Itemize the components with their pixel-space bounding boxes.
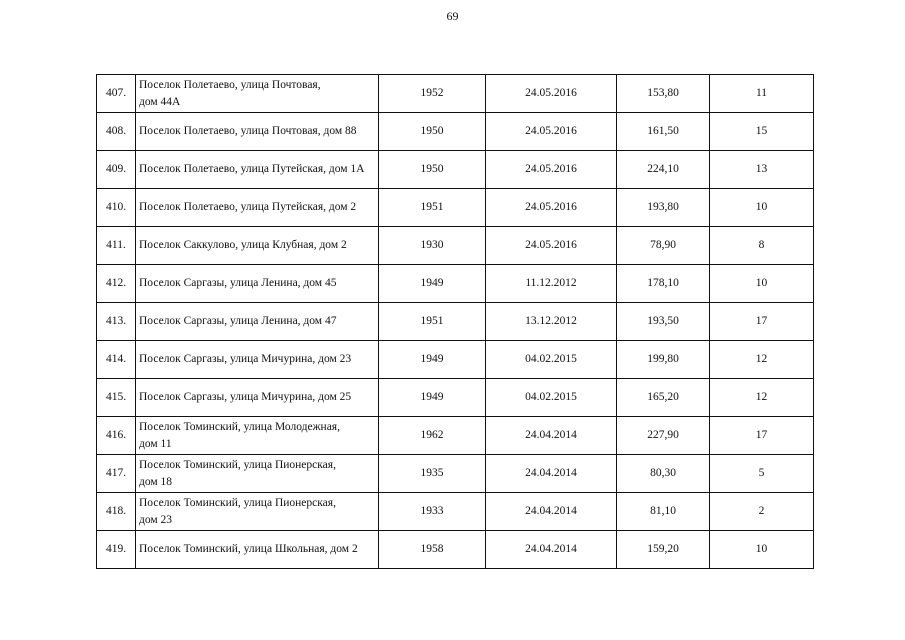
count-cell: 17 bbox=[710, 303, 814, 341]
table-row bbox=[97, 303, 814, 341]
area-cell: 178,10 bbox=[617, 265, 710, 303]
area-cell: 227,90 bbox=[617, 417, 710, 455]
housing-registry-table bbox=[96, 74, 814, 569]
row-number-cell: 415. bbox=[97, 379, 136, 417]
address-line: Поселок Саргазы, улица Ленина, дом 47 bbox=[139, 315, 337, 327]
area-cell: 199,80 bbox=[617, 341, 710, 379]
table-row bbox=[97, 265, 814, 303]
address-cell bbox=[136, 189, 379, 227]
year-cell: 1951 bbox=[379, 189, 486, 227]
area-cell: 193,50 bbox=[617, 303, 710, 341]
area-cell: 193,80 bbox=[617, 189, 710, 227]
address-cell bbox=[136, 493, 379, 531]
year-cell: 1933 bbox=[379, 493, 486, 531]
year-cell: 1935 bbox=[379, 455, 486, 493]
date-cell: 24.05.2016 bbox=[486, 75, 617, 113]
date-cell: 24.05.2016 bbox=[486, 189, 617, 227]
address-line: дом 44А bbox=[139, 95, 181, 108]
count-cell: 10 bbox=[710, 265, 814, 303]
address-line: Поселок Полетаево, улица Путейская, дом 1А bbox=[139, 163, 365, 175]
date-cell: 24.05.2016 bbox=[486, 113, 617, 151]
table-row bbox=[97, 493, 814, 531]
table-row bbox=[97, 75, 814, 113]
address-cell bbox=[136, 303, 379, 341]
row-number-cell: 414. bbox=[97, 341, 136, 379]
count-cell: 5 bbox=[710, 455, 814, 493]
address-cell bbox=[136, 151, 379, 189]
area-cell: 80,30 bbox=[617, 455, 710, 493]
row-number-cell: 407. bbox=[97, 75, 136, 113]
area-cell: 161,50 bbox=[617, 113, 710, 151]
date-cell: 04.02.2015 bbox=[486, 341, 617, 379]
row-number-cell: 419. bbox=[97, 531, 136, 569]
address-line: Поселок Саргазы, улица Мичурина, дом 25 bbox=[139, 391, 352, 403]
address-line: Поселок Полетаево, улица Почтовая, дом 88 bbox=[139, 125, 357, 137]
count-cell: 10 bbox=[710, 189, 814, 227]
address-line: Поселок Томинский, улица Школьная, дом 2 bbox=[139, 543, 358, 555]
date-cell: 11.12.2012 bbox=[486, 265, 617, 303]
address-cell bbox=[136, 417, 379, 455]
address-line: Поселок Томинский, улица Пионерская, bbox=[139, 458, 336, 471]
count-cell: 11 bbox=[710, 75, 814, 113]
table-row bbox=[97, 341, 814, 379]
date-cell: 24.04.2014 bbox=[486, 417, 617, 455]
address-cell bbox=[136, 341, 379, 379]
date-cell: 04.02.2015 bbox=[486, 379, 617, 417]
year-cell: 1950 bbox=[379, 151, 486, 189]
row-number-cell: 417. bbox=[97, 455, 136, 493]
address-cell bbox=[136, 75, 379, 113]
count-cell: 17 bbox=[710, 417, 814, 455]
address-line: Поселок Полетаево, улица Почтовая, bbox=[139, 78, 321, 91]
year-cell: 1930 bbox=[379, 227, 486, 265]
table-row bbox=[97, 379, 814, 417]
year-cell: 1949 bbox=[379, 265, 486, 303]
row-number-cell: 409. bbox=[97, 151, 136, 189]
address-cell bbox=[136, 113, 379, 151]
table-row bbox=[97, 455, 814, 493]
year-cell: 1952 bbox=[379, 75, 486, 113]
address-line: дом 11 bbox=[139, 437, 172, 450]
date-cell: 24.05.2016 bbox=[486, 227, 617, 265]
table-row bbox=[97, 113, 814, 151]
date-cell: 24.04.2014 bbox=[486, 455, 617, 493]
row-number-cell: 416. bbox=[97, 417, 136, 455]
table-row bbox=[97, 531, 814, 569]
address-cell bbox=[136, 531, 379, 569]
table-row bbox=[97, 151, 814, 189]
year-cell: 1949 bbox=[379, 379, 486, 417]
date-cell: 24.05.2016 bbox=[486, 151, 617, 189]
year-cell: 1950 bbox=[379, 113, 486, 151]
address-line: Поселок Томинский, улица Пионерская, bbox=[139, 496, 336, 509]
date-cell: 24.04.2014 bbox=[486, 531, 617, 569]
address-line: Поселок Саргазы, улица Ленина, дом 45 bbox=[139, 277, 337, 289]
row-number-cell: 408. bbox=[97, 113, 136, 151]
address-line: Поселок Полетаево, улица Путейская, дом 2 bbox=[139, 201, 357, 213]
area-cell: 224,10 bbox=[617, 151, 710, 189]
area-cell: 153,80 bbox=[617, 75, 710, 113]
year-cell: 1949 bbox=[379, 341, 486, 379]
address-cell bbox=[136, 379, 379, 417]
address-line: дом 23 bbox=[139, 513, 173, 526]
table-row bbox=[97, 417, 814, 455]
address-line: Поселок Томинский, улица Молодежная, bbox=[139, 420, 340, 433]
address-cell bbox=[136, 227, 379, 265]
address-line: дом 18 bbox=[139, 475, 173, 488]
table-row bbox=[97, 189, 814, 227]
row-number-cell: 418. bbox=[97, 493, 136, 531]
area-cell: 81,10 bbox=[617, 493, 710, 531]
table-row bbox=[97, 227, 814, 265]
count-cell: 10 bbox=[710, 531, 814, 569]
count-cell: 13 bbox=[710, 151, 814, 189]
row-number-cell: 412. bbox=[97, 265, 136, 303]
row-number-cell: 413. bbox=[97, 303, 136, 341]
row-number-cell: 411. bbox=[97, 227, 136, 265]
address-cell bbox=[136, 455, 379, 493]
count-cell: 8 bbox=[710, 227, 814, 265]
count-cell: 2 bbox=[710, 493, 814, 531]
count-cell: 12 bbox=[710, 379, 814, 417]
area-cell: 78,90 bbox=[617, 227, 710, 265]
address-line: Поселок Саргазы, улица Мичурина, дом 23 bbox=[139, 353, 352, 365]
year-cell: 1962 bbox=[379, 417, 486, 455]
area-cell: 165,20 bbox=[617, 379, 710, 417]
address-line: Поселок Саккулово, улица Клубная, дом 2 bbox=[139, 239, 347, 251]
registry-table-body bbox=[97, 75, 814, 569]
count-cell: 12 bbox=[710, 341, 814, 379]
year-cell: 1958 bbox=[379, 531, 486, 569]
date-cell: 13.12.2012 bbox=[486, 303, 617, 341]
area-cell: 159,20 bbox=[617, 531, 710, 569]
address-cell bbox=[136, 265, 379, 303]
year-cell: 1951 bbox=[379, 303, 486, 341]
date-cell: 24.04.2014 bbox=[486, 493, 617, 531]
row-number-cell: 410. bbox=[97, 189, 136, 227]
count-cell: 15 bbox=[710, 113, 814, 151]
page-number: 69 bbox=[446, 9, 459, 23]
